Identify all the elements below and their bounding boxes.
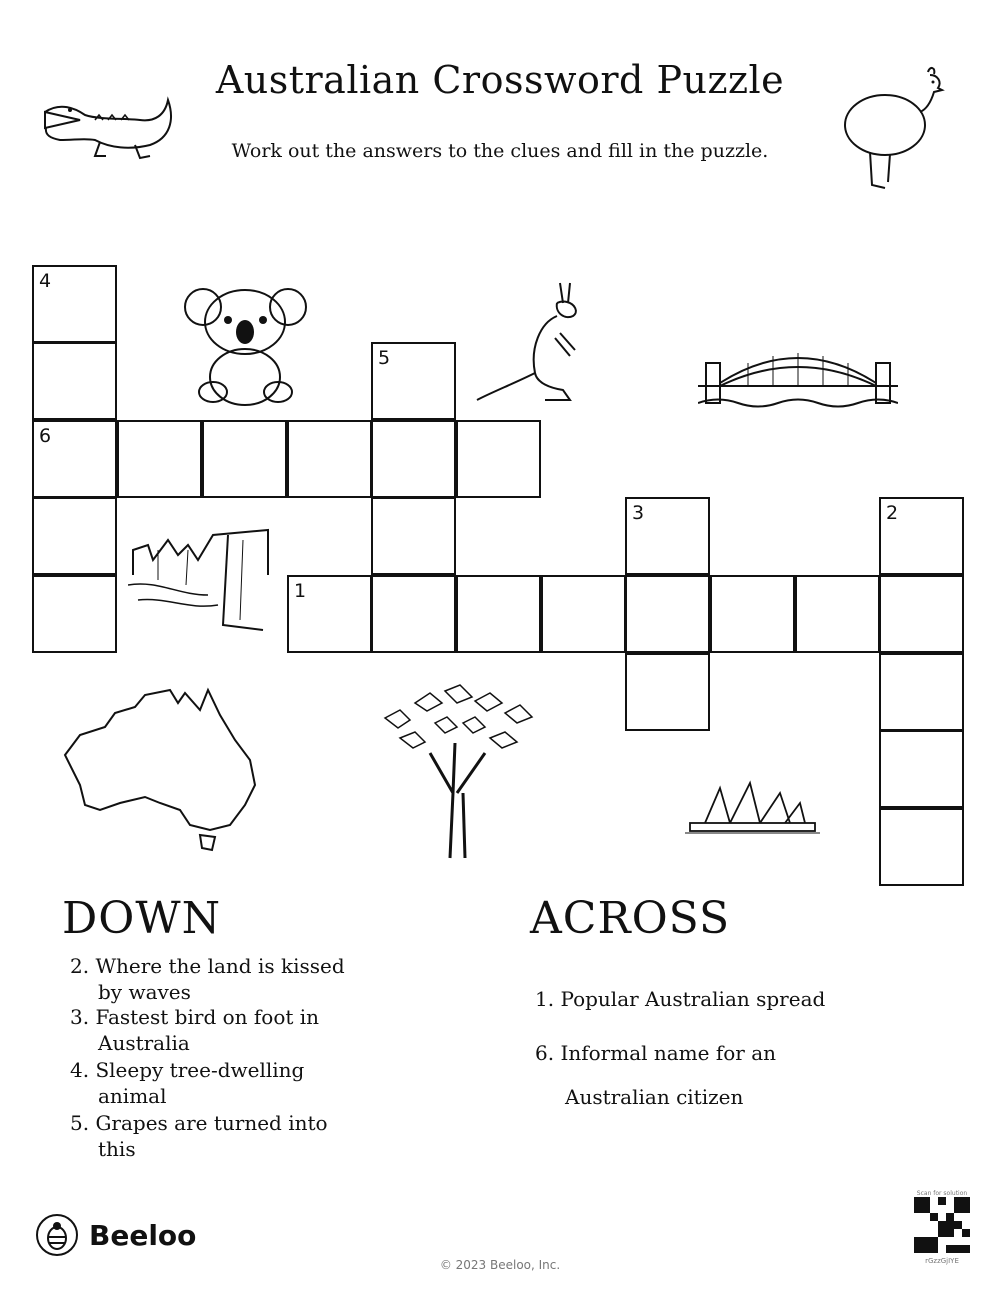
grid-cell[interactable] [879, 575, 964, 653]
grid-cell[interactable] [879, 497, 964, 575]
grid-cell[interactable] [32, 497, 117, 575]
opera-house-illustration [685, 778, 820, 836]
clue-number: 1 [294, 580, 307, 602]
clue-number: 3 [632, 502, 645, 524]
clue-number: 6 [39, 425, 52, 447]
down-clue: 4. Sleepy tree-dwelling animal [70, 1058, 305, 1108]
grid-cell[interactable] [710, 575, 795, 653]
grid-cell[interactable] [287, 420, 372, 498]
brand-logo [35, 1213, 196, 1257]
clue-number: 2 [886, 502, 899, 524]
brand-name: Beeloo [89, 1218, 197, 1252]
koala-illustration [183, 282, 308, 407]
instructions: Work out the answers to the clues and fill in the puzzle. [231, 140, 769, 162]
grid-cell[interactable] [879, 653, 964, 731]
grid-cell[interactable] [625, 653, 710, 731]
australia-map-illustration [60, 685, 260, 855]
emu-illustration [830, 60, 950, 190]
grid-cell[interactable] [371, 420, 456, 498]
page-title: Australian Crossword Puzzle [215, 58, 785, 102]
crocodile-illustration [40, 90, 180, 165]
copyright: © 2023 Beeloo, Inc. [439, 1258, 561, 1272]
grid-cell[interactable] [371, 575, 456, 653]
kangaroo-illustration [475, 278, 585, 408]
across-clue: 1. Popular Australian spread [535, 987, 826, 1011]
cliffs-illustration [128, 525, 273, 635]
tree-illustration [375, 683, 540, 863]
qr-code-text: rGzzGjIYE [925, 1257, 959, 1265]
down-clue: 2. Where the land is kissed by waves [70, 954, 345, 1004]
grid-cell[interactable] [371, 342, 456, 420]
down-heading: DOWN [62, 893, 222, 944]
grid-cell[interactable] [879, 808, 964, 886]
grid-cell[interactable] [456, 420, 541, 498]
qr-code-icon[interactable] [914, 1197, 970, 1253]
grid-cell[interactable] [795, 575, 880, 653]
grid-cell[interactable] [32, 575, 117, 653]
down-clue: 3. Fastest bird on foot in Australia [70, 1005, 320, 1055]
grid-cell[interactable] [456, 575, 541, 653]
grid-cell[interactable] [117, 420, 202, 498]
across-heading: ACROSS [530, 893, 731, 944]
grid-cell[interactable] [32, 420, 117, 498]
qr-label: Scan for solution [916, 1190, 968, 1197]
harbour-bridge-illustration [698, 348, 898, 408]
grid-cell[interactable] [541, 575, 626, 653]
grid-cell[interactable] [202, 420, 287, 498]
qr-block [912, 1190, 972, 1265]
grid-cell[interactable] [32, 265, 117, 343]
grid-cell[interactable] [32, 342, 117, 420]
grid-cell[interactable] [371, 497, 456, 575]
clue-number: 4 [39, 270, 52, 292]
across-clue: 6. Informal name for an Australian citizen [535, 1041, 776, 1109]
bee-icon [35, 1213, 79, 1257]
clue-number: 5 [378, 347, 391, 369]
down-clue: 5. Grapes are turned into this [70, 1111, 328, 1161]
grid-cell[interactable] [879, 730, 964, 808]
grid-cell[interactable] [625, 575, 710, 653]
grid-cell[interactable] [625, 497, 710, 575]
grid-cell[interactable] [287, 575, 372, 653]
